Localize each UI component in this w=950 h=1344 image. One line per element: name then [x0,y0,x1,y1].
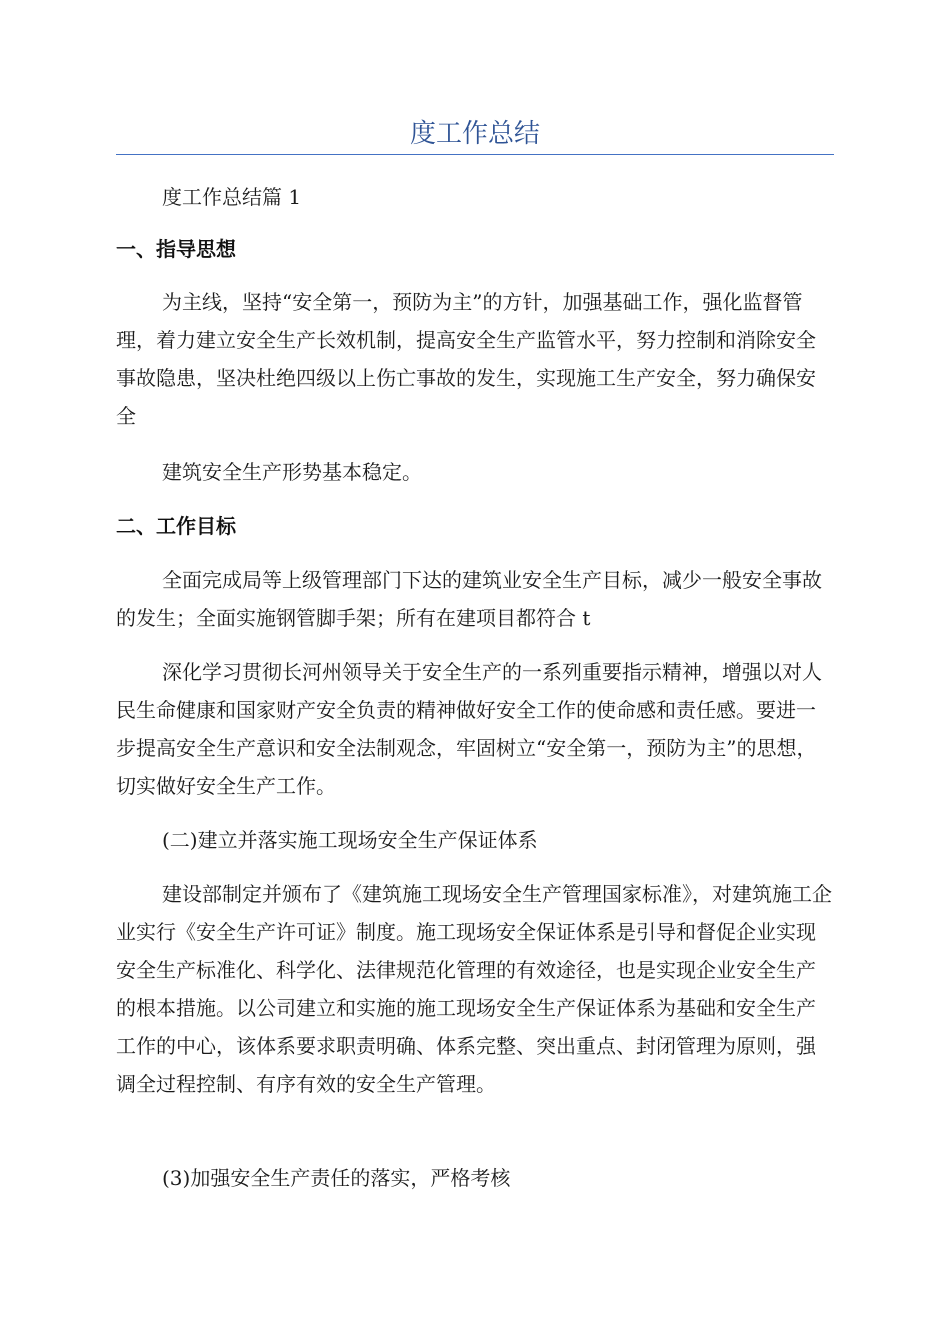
paragraph-work-goals: 全面完成局等上级管理部门下达的建筑业安全生产目标，减少一般安全事故的发生；全面实施钢管脚手架；所有在建项目都符合 t [116,568,822,630]
document-subtitle: 度工作总结篇 1 [162,185,302,209]
paragraph-study-instructions: 深化学习贯彻长河州领导关于安全生产的一系列重要指示精神，增强以对人民生命健康和国家财产安全负责的精神做好安全工作的使命感和责任感。要进一步提高安全生产意识和安全法制观念，牢固树立“安全第一，预防为主”的思想，切实做好安全生产工作。 [116,660,822,798]
section-heading-guiding-ideology: 一、指导思想 [116,237,236,261]
title-underline [116,154,834,155]
subsection-heading-guarantee-system: (二)建立并落实施工现场安全生产保证体系 [162,828,538,852]
paragraph-safety-situation: 建筑安全生产形势基本稳定。 [162,460,422,484]
paragraph-guarantee-system: 建设部制定并颁布了《建筑施工现场安全生产管理国家标准》，对建筑施工企业实行《安全生产许可证》制度。施工现场安全保证体系是引导和督促企业实现安全生产标准化、科学化、法律规范化管理的有效途径，也是实现企业安全生产的根本措施。以公司建立和实施的施工现场安全生产保证体系为基础和安全生产工作的中心，该体系要求职责明确、体系完整、突出重点、封闭管理为原则，强调全过程控制、有序有效的安全生产管理。 [116,882,832,1096]
section-heading-work-goals: 二、工作目标 [116,514,236,538]
paragraph-guiding-ideology: 为主线，坚持“安全第一，预防为主”的方针，加强基础工作，强化监督管理，着力建立安全生产长效机制，提高安全生产监管水平，努力控制和消除安全事故隐患，坚决杜绝四级以上伤亡事故的发生，实现施工生产安全，努力确保安全 [116,290,816,428]
subsection-heading-responsibility: (3)加强安全生产责任的落实，严格考核 [162,1166,511,1190]
document-title: 度工作总结 [409,119,540,149]
